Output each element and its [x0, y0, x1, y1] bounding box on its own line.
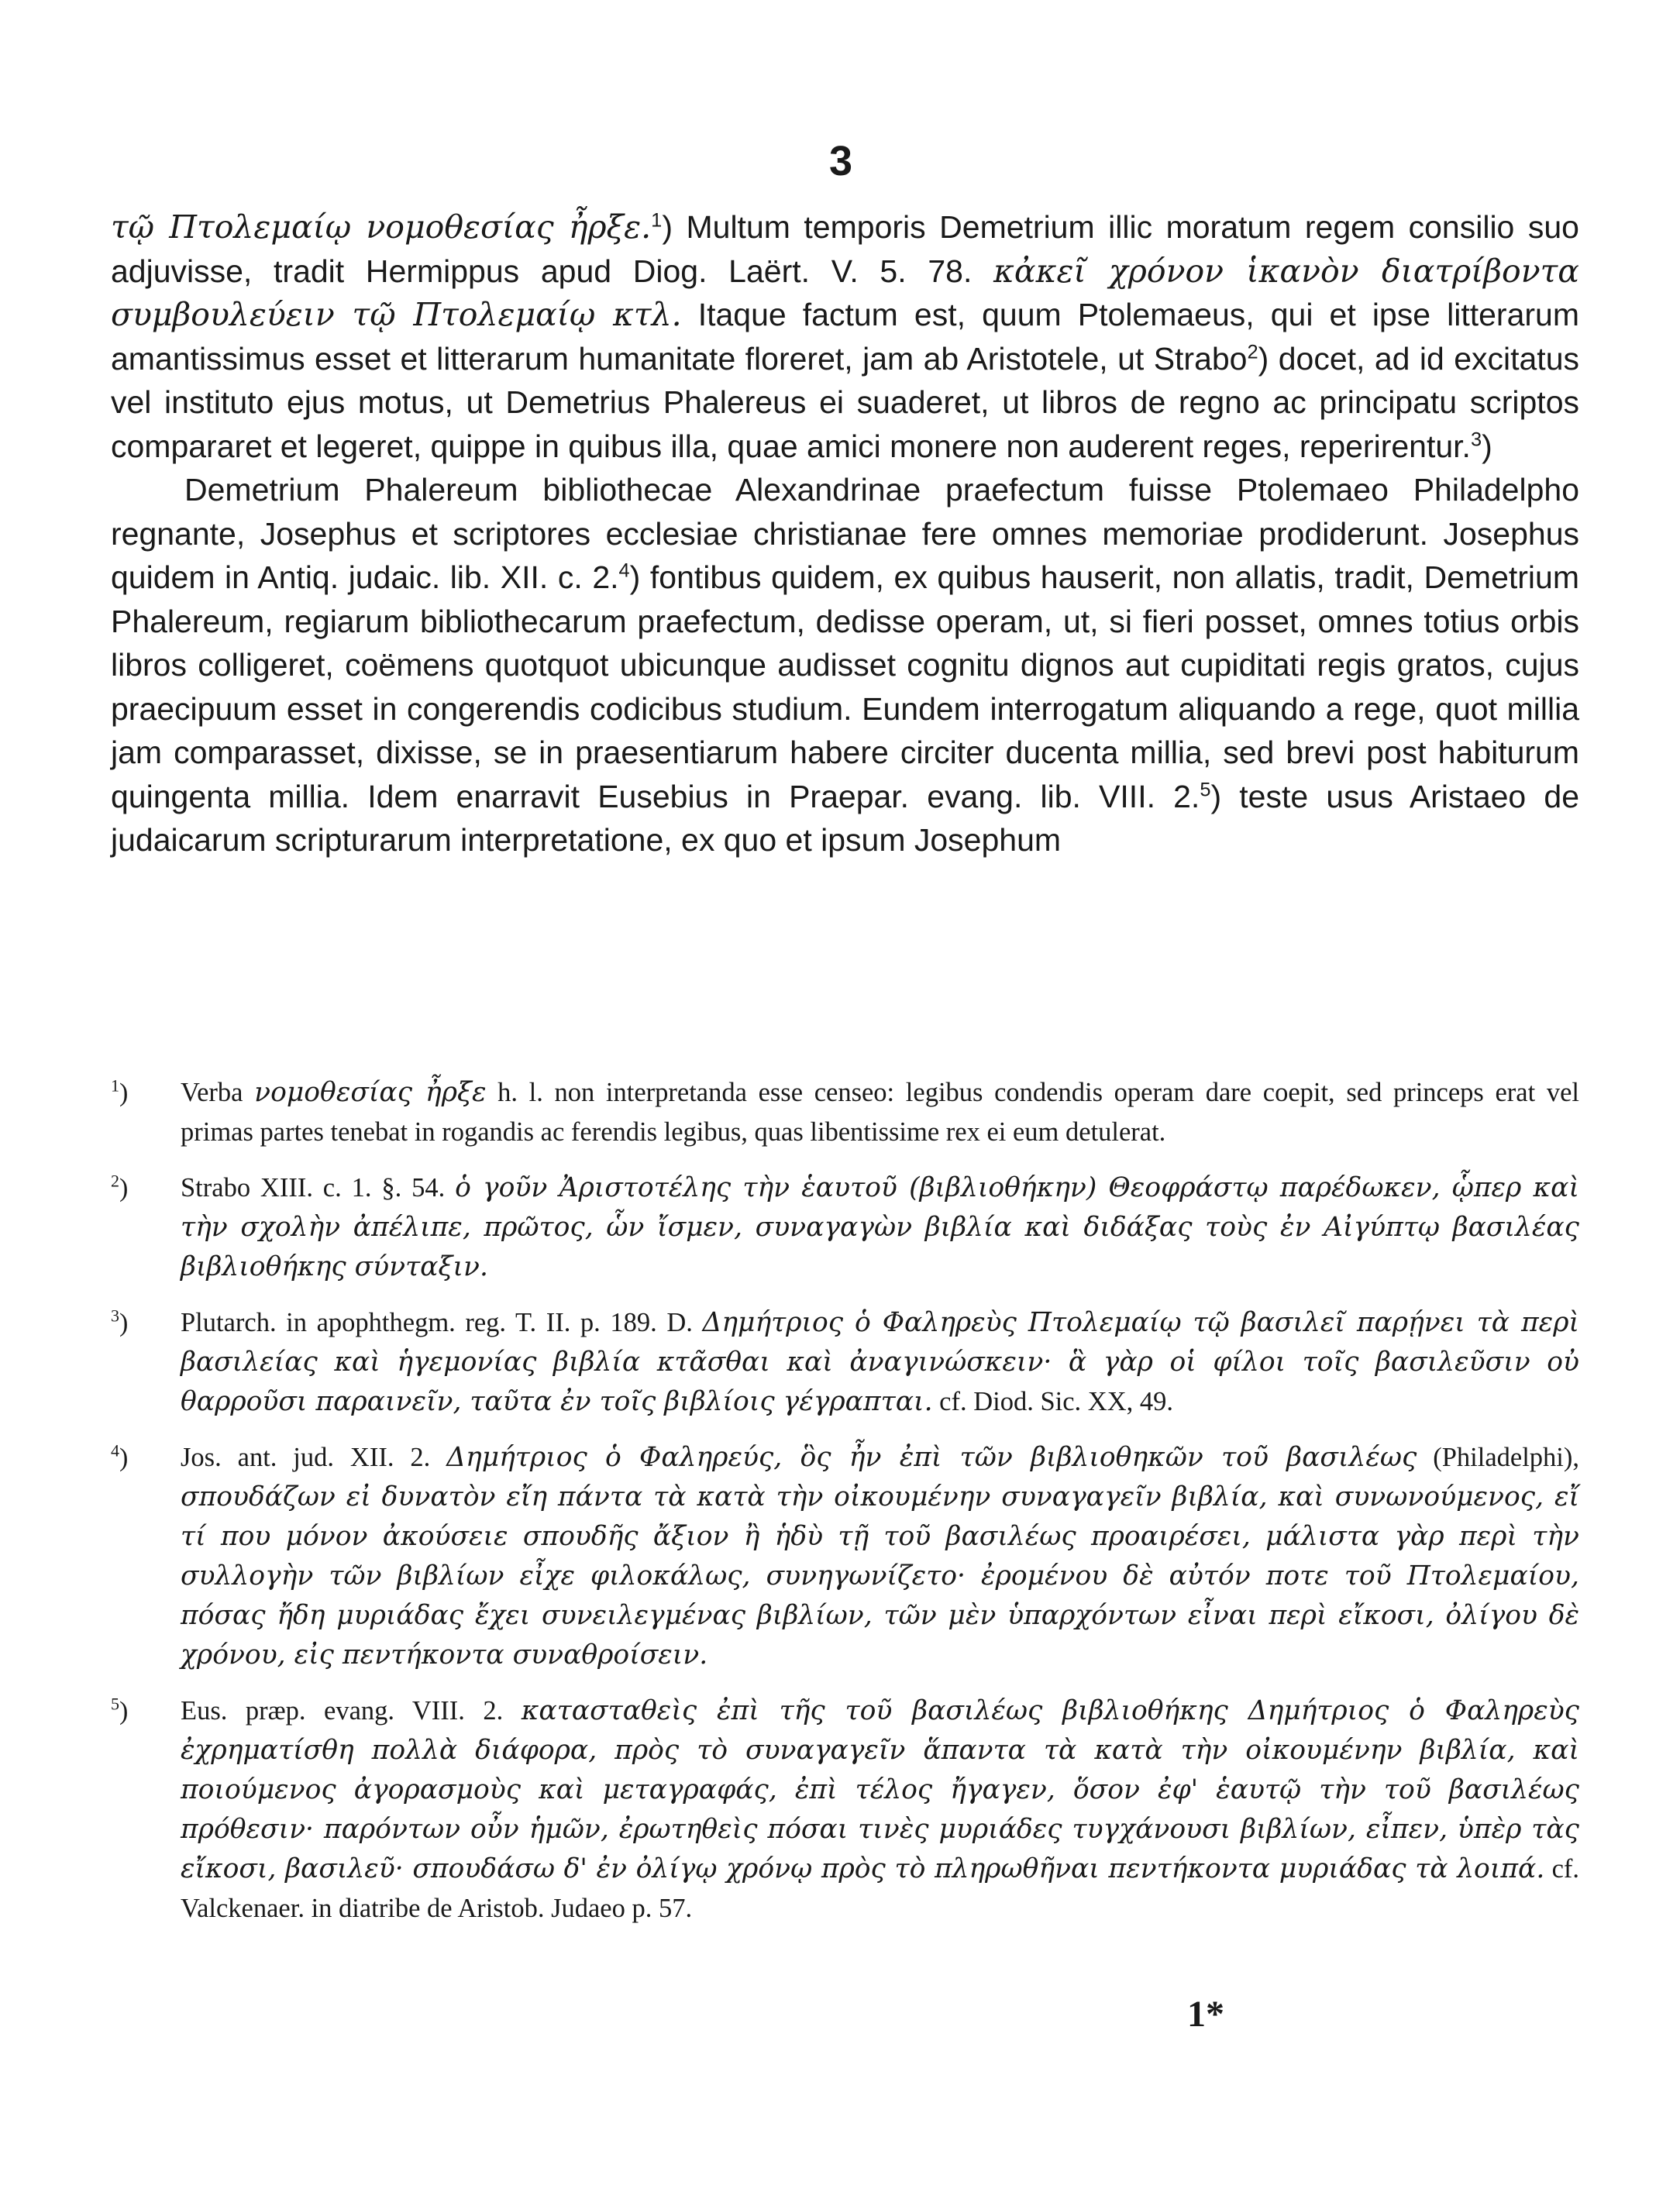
greek-text: νομοθεσίας ἦρξε: [254, 1077, 487, 1108]
page-number: 3: [828, 138, 853, 184]
paragraph: [111, 205, 1579, 468]
text-run: Itaque factum est, quum Ptolemaeus, qui et ipse litterarum amantissimus esset et litterarum humanitate floreret, jam ab Aristotele, ut Strabo: [111, 297, 1579, 377]
text-run: h. l. non interpretanda esse censeo: legibus condendis operam dare coepit, sed princeps erat vel primas partes tenebat in rogandis ac ferendis legibus, quas libentissime rex ei eum detulerat.: [181, 1078, 1579, 1147]
footnote-ref: 3: [1470, 428, 1482, 450]
footnote-number: 2: [111, 1171, 119, 1191]
footnote: [111, 1168, 1579, 1287]
text-run: cf. Valckenaer. in diatribe de Aristob. Judaeo p. 57.: [181, 1854, 1579, 1923]
paragraph: [111, 468, 1579, 862]
footnote: [111, 1303, 1579, 1422]
greek-text: κἀκεῖ χρόνον ἱκανὸν διατρίβοντα συμβουλεύειν τῷ Πτολεμαίῳ κτλ.: [111, 252, 1579, 333]
greek-text: τῷ Πτολεμαίῳ νομοθεσίας ἦρξε.: [111, 208, 652, 246]
footnote-mark: $^5$): [111, 1694, 129, 1726]
footnote-ref: 2: [1247, 340, 1258, 363]
greek-text: ὁ γοῦν Ἀριστοτέλης τὴν ἑαυτοῦ (βιβλιοθήκην) Θεοφράστῳ παρέδωκεν, ᾧπερ καὶ τὴν σχολὴν ἀπέλιπε, πρῶτος, ὧν ἴσμεν, συναγαγὼν βιβλία καὶ διδάξας τοὺς ἐν Αἰγύπτῳ βασιλέας βιβλιοθήκης σύνταξιν.: [181, 1172, 1579, 1282]
text-run: ) teste usus Aristaeo de judaicarum scripturarum interpretatione, ex quo et ipsum Josephum: [111, 778, 1579, 858]
footnote-ref: 1: [651, 209, 663, 232]
footnote-ref: 4: [618, 559, 630, 582]
footnote-mark: $^3$): [111, 1306, 129, 1337]
footnote-mark: $^4$): [111, 1440, 129, 1472]
text-run: Demetrium Phalereum bibliothecae Alexandrinae praefectum fuisse Ptolemaeo Philadelpho regnante, Josephus et scriptores ecclesiae christianae fere omnes memoriae prodiderunt. Josephus quidem in Antiq. judaic. lib. XII. c. 2.: [111, 472, 1579, 595]
text-run: ) Multum temporis Demetrium illic moratum regem consilio suo adjuvisse, tradit Hermippus apud Diog. Laërt. V. 5. 78.: [111, 209, 1579, 289]
signature-mark: 1*: [1187, 1994, 1224, 2035]
text-run: (Philadelphi),: [1417, 1443, 1579, 1472]
footnote-mark: $^1$): [111, 1075, 129, 1107]
footnote-body: [181, 1173, 1579, 1282]
footnote-number: 4: [111, 1440, 119, 1461]
text-run: ) fontibus quidem, ex quibus hauserit, non allatis, tradit, Demetrium Phalereum, regiarum bibliothecarum praefectum, dedisse operam, ut, si fieri posset, omnes totius orbis libros colligeret, coëmens quotquot ubicunque audisset cognitu dignos aut cupiditati regis gratos, cujus praecipuum esset in congerendis codicibus studium. Eundem interrogatum aliquando a rege, quot millia jam comparasset, dixisse, se in praesentiarum habere circiter ducenta millia, sed brevi post habiturum quingenta millia. Idem enarravit Eusebius in Praepar. evang. lib. VIII. 2.: [111, 559, 1579, 814]
text-run: Strabo XIII. c. 1. §. 54.: [181, 1173, 456, 1203]
greek-text: Δημήτριος ὁ Φαληρεὺς Πτολεμαίῳ τῷ βασιλεῖ παρῄνει τὰ περὶ βασιλείας καὶ ἡγεμονίας βιβλία κτᾶσθαι καὶ ἀναγινώσκειν· ἃ γὰρ οἱ φίλοι τοῖς βασιλεῦσιν οὐ θαρροῦσι παραινεῖν, ταῦτα ἐν τοῖς βιβλίοις γέγραπται.: [181, 1307, 1579, 1417]
greek-text: Δημήτριος ὁ Φαληρεύς, ὃς ἦν ἐπὶ τῶν βιβλιοθηκῶν τοῦ βασιλέως: [446, 1442, 1417, 1473]
footnote-body: [181, 1308, 1579, 1416]
footnote-number: 5: [111, 1694, 119, 1714]
text-run: Plutarch. in apophthegm. reg. T. II. p. 189. D.: [181, 1308, 703, 1337]
text-run: cf. Diod. Sic. XX, 49.: [932, 1387, 1174, 1416]
footnote-number: 3: [111, 1306, 119, 1326]
footnote-body: [181, 1696, 1579, 1923]
footnote-number: 1: [111, 1075, 119, 1096]
main-text: [111, 205, 1579, 862]
text-run: ): [1482, 428, 1492, 464]
footnote-ref: 5: [1200, 778, 1211, 800]
footnote: [111, 1438, 1579, 1675]
text-run: ) docet, ad id excitatus vel instituto ejus motus, ut Demetrius Phalereus ei suaderet, ut libros de regno ac principatu scriptos compararet et legeret, quippe in quibus illa, quae amici monere non auderent reges, reperirentur.: [111, 340, 1579, 464]
greek-text: κατασταθεὶς ἐπὶ τῆς τοῦ βασιλέως βιβλιοθήκης Δημήτριος ὁ Φαληρεὺς ἐχρηματίσθη πολλὰ διάφορα, πρὸς τὸ συναγαγεῖν ἅπαντα τὰ κατὰ τὴν οἰκουμένην βιβλία, καὶ ποιούμενος ἀγορασμοὺς καὶ μεταγραφάς, ἐπὶ τέλος ἤγαγεν, ὅσον ἐφ' ἑαυτῷ τὴν τοῦ βασιλέως πρόθεσιν· παρόντων οὖν ἡμῶν, ἐρωτηθεὶς πόσαι τινὲς μυριάδες τυγχάνουσι βιβλίων, εἶπεν, ὑπὲρ τὰς εἴκοσι, βασιλεῦ· σπουδάσω δ' ἐν ὀλίγῳ χρόνῳ πρὸς τὸ πληρωθῆναι πεντήκοντα μυριάδας τὰ λοιπά.: [181, 1695, 1579, 1884]
footnote-body: [181, 1078, 1579, 1147]
footnote: [111, 1073, 1579, 1152]
footnote-body: [181, 1443, 1579, 1670]
footnote-mark: $^2$): [111, 1171, 129, 1203]
text-run: Eus. præp. evang. VIII. 2.: [181, 1696, 522, 1726]
footnotes: [111, 1073, 1579, 1945]
text-run: Verba: [181, 1078, 255, 1107]
footnote: [111, 1691, 1579, 1929]
greek-text: σπουδάζων εἰ δυνατὸν εἴη πάντα τὰ κατὰ τὴν οἰκουμένην συναγαγεῖν βιβλία, καὶ συνωνούμενος, εἴ τί που μόνον ἀκούσειε σπουδῆς ἄξιον ἢ ἡδὺ τῇ τοῦ βασιλέως προαιρέσει, μάλιστα γὰρ περὶ τὴν συλλογὴν τῶν βιβλίων εἶχε φιλοκάλως, συνηγωνίζετο· ἐρομένου δὲ αὐτόν ποτε τοῦ Πτολεμαίου, πόσας ἤδη μυριάδας ἔχει συνειλεγμένας βιβλίων, τῶν μὲν ὑπαρχόντων εἶναι περὶ εἴκοσι, ὀλίγου δὲ χρόνου, εἰς πεντήκοντα συναθροίσειν.: [181, 1481, 1579, 1671]
text-run: Jos. ant. jud. XII. 2.: [181, 1443, 447, 1472]
